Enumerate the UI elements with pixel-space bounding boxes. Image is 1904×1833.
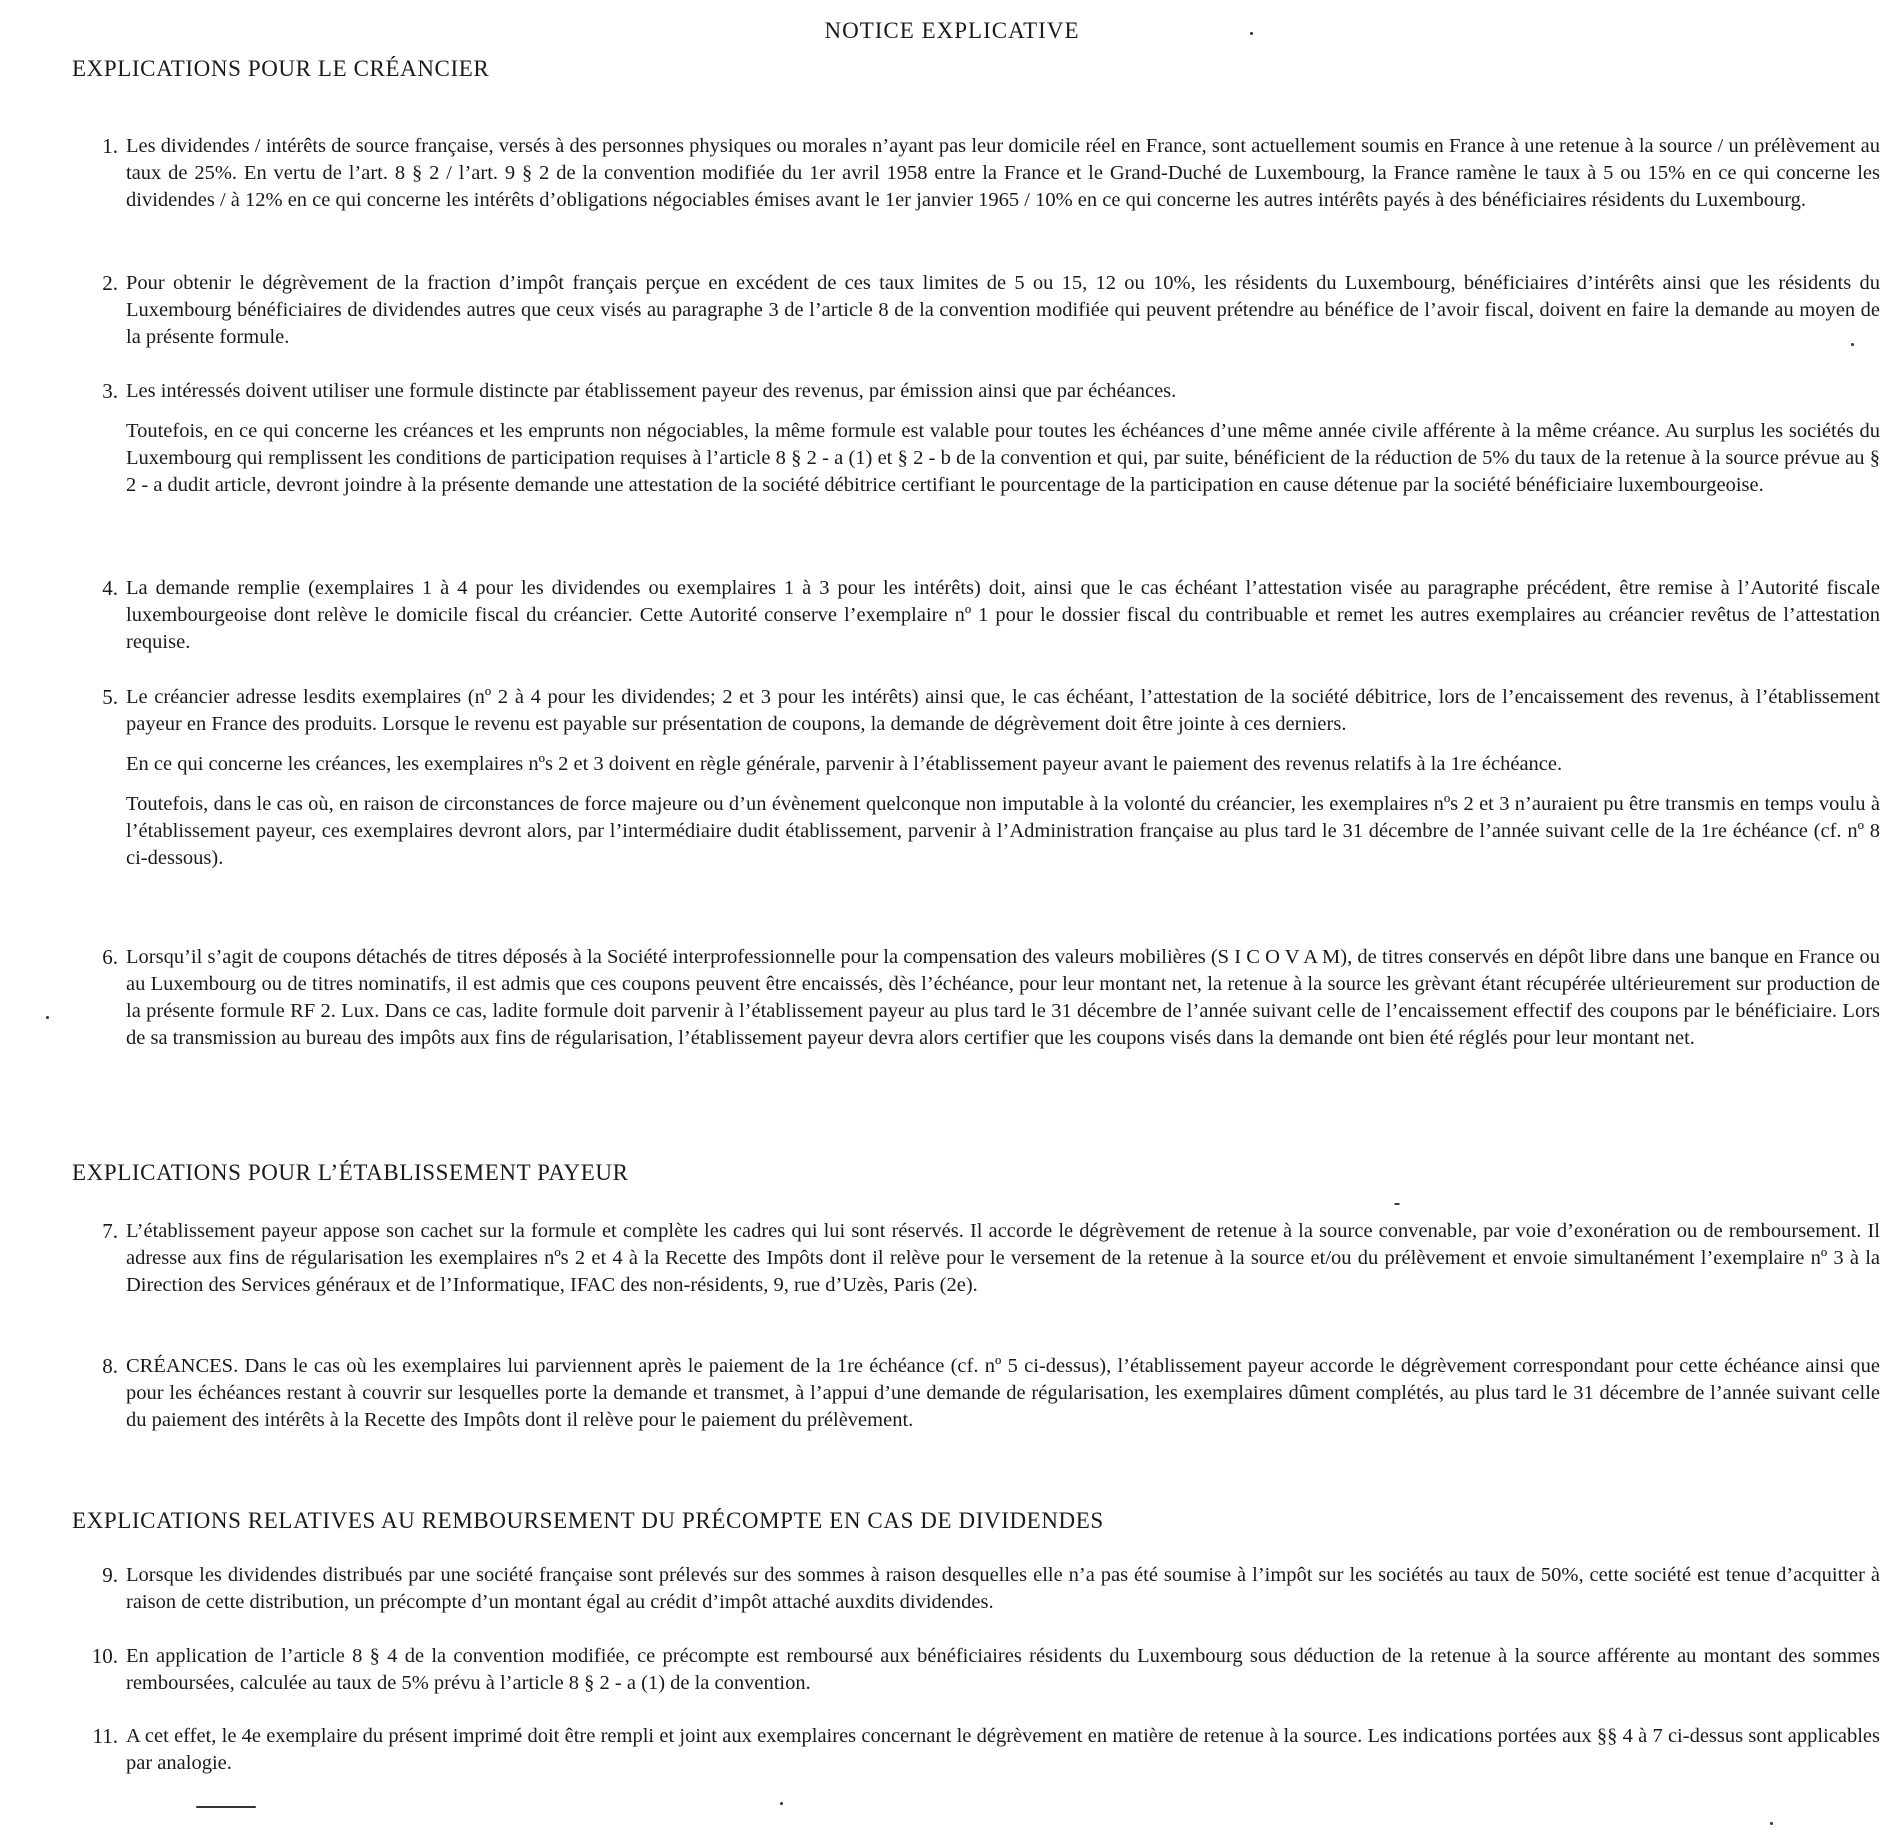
scan-speck bbox=[1851, 343, 1854, 346]
item-paragraph: L’établissement payeur appose son cachet sur la formule et complète les cadres qui lui sont réservés. Il accorde le dégrèvement de retenue à la source convenable, par voie d’exonération ou de remboursement. Il adresse aux fins de régularisation les exemplaires nºs 2 et 4 à la Recette des Impôts dont il relève pour le versement de la retenue à la source et/ou du prélèvement et envoie simultanément l’exemplaire nº 3 à la Direction des Services généraux et de l’Informatique, IFAC des non-résidents, 9, rue d’Uzès, Paris (2e). bbox=[126, 1220, 1880, 1296]
scan-speck bbox=[196, 1806, 256, 1808]
scan-speck bbox=[780, 1802, 783, 1805]
section-heading-etablissement-payeur: EXPLICATIONS POUR L’ÉTABLISSEMENT PAYEUR bbox=[72, 1160, 629, 1185]
item-number: 10. bbox=[91, 1644, 118, 1668]
item-number: 7. bbox=[102, 1219, 118, 1243]
section-heading-precompte: EXPLICATIONS RELATIVES AU REMBOURSEMENT DU PRÉCOMPTE EN CAS DE DIVIDENDES bbox=[72, 1508, 1104, 1533]
item-paragraph: La demande remplie (exemplaires 1 à 4 pour les dividendes ou exemplaires 1 à 3 pour les intérêts) doit, ainsi que le cas échéant l’attestation visée au paragraphe précédent, être remise à l’Autorité fiscale luxembourgeoise dont relève le domicile fiscal du créancier. Cette Autorité conserve l’exemplaire nº 1 pour le dossier fiscal du contribuable et remet les autres exemplaires au créancier revêtus de l’attestation requise. bbox=[126, 577, 1880, 653]
item-paragraph: Les intéressés doivent utiliser une formule distincte par établissement payeur des revenus, par émission ainsi que par échéances. bbox=[126, 380, 1177, 402]
item-number: 8. bbox=[102, 1354, 118, 1378]
scan-speck bbox=[1394, 1203, 1400, 1205]
scan-speck bbox=[46, 1016, 49, 1019]
item-paragraph: Le créancier adresse lesdits exemplaires (nº 2 à 4 pour les dividendes; 2 et 3 pour les intérêts) ainsi que, le cas échéant, l’attestation de la société débitrice, lors de l’encaissement des revenus, à l’établissement payeur en France des produits. Lorsque le revenu est payable sur présentation de coupons, la demande de dégrèvement doit être jointe à ces derniers. bbox=[126, 686, 1880, 735]
item-paragraph: Pour obtenir le dégrèvement de la fraction d’impôt français perçue en excédent de ces taux limites de 5 ou 15, 12 ou 10%, les résidents du Luxembourg, bénéficiaires d’intérêts ainsi que les résidents du Luxembourg bénéficiaires de dividendes autres que ceux visés au paragraphe 3 de l’article 8 de la convention modifiée qui peuvent prétendre au bénéfice de l’avoir fiscal, doivent en faire la demande au moyen de la présente formule. bbox=[126, 272, 1880, 348]
item-paragraph: A cet effet, le 4e exemplaire du présent imprimé doit être rempli et joint aux exemplaires concernant le dégrèvement en matière de retenue à la source. Les indications portées aux §§ 4 à 7 ci-dessus sont applicables par analogie. bbox=[126, 1725, 1880, 1774]
item-number: 11. bbox=[92, 1724, 118, 1748]
item-paragraph: Toutefois, dans le cas où, en raison de circonstances de force majeure ou d’un évènement quelconque non imputable à la volonté du créancier, les exemplaires nºs 2 et 3 n’auraient pu être transmis en temps voulu à l’établissement payeur, ces exemplaires devront alors, par l’intermédiaire dudit établissement, parvenir à l’Administration française au plus tard le 31 décembre de l’année suivant celle de la 1re échéance (cf. nº 8 ci-dessous). bbox=[126, 793, 1880, 869]
section-heading-creancier: EXPLICATIONS POUR LE CRÉANCIER bbox=[72, 56, 490, 81]
item-number: 5. bbox=[102, 685, 118, 709]
item-number: 9. bbox=[102, 1563, 118, 1587]
scan-speck bbox=[1770, 1822, 1773, 1825]
item-paragraph: Toutefois, en ce qui concerne les créances et les emprunts non négociables, la même formule est valable pour toutes les échéances d’une même année civile afférente à la même créance. Au surplus les sociétés du Luxembourg qui remplissent les conditions de participation requises à l’article 8 § 2 - a (1) et § 2 - b de la convention et qui, par suite, bénéficient de la réduction de 5% du taux de la retenue à la source prévue au § 2 - a dudit article, devront joindre à la présente demande une attestation de la société débitrice certifiant le pourcentage de la participation en cause détenue par la société bénéficiaire luxembourgeoise. bbox=[126, 420, 1880, 496]
item-number: 6. bbox=[102, 945, 118, 969]
item-number: 2. bbox=[102, 271, 118, 295]
item-paragraph: En ce qui concerne les créances, les exemplaires nºs 2 et 3 doivent en règle générale, parvenir à l’établissement payeur avant le paiement des revenus relatifs à la 1re échéance. bbox=[126, 753, 1563, 775]
item-paragraph: Lorsque les dividendes distribués par une société française sont prélevés sur des sommes à raison desquelles elle n’a pas été soumise à l’impôt sur les sociétés au taux de 50%, cette société est tenue d’acquitter à raison de cette distribution, un précompte d’un montant égal au crédit d’impôt attaché auxdits dividendes. bbox=[126, 1564, 1880, 1613]
item-paragraph: Les dividendes / intérêts de source française, versés à des personnes physiques ou morales n’ayant pas leur domicile réel en France, sont actuellement soumis en France à une retenue à la source / un prélèvement au taux de 25%. En vertu de l’art. 8 § 2 / l’art. 9 § 2 de la convention modifiée du 1er avril 1958 entre la France et le Grand-Duché de Luxembourg, la France ramène le taux à 5 ou 15% en ce qui concerne les dividendes / à 12% en ce qui concerne les intérêts d’obligations négociables émises avant le 1er janvier 1965 / 10% en ce qui concerne les autres intérêts payés à des bénéficiaires résidents du Luxembourg. bbox=[126, 135, 1880, 211]
item-paragraph: En application de l’article 8 § 4 de la convention modifiée, ce précompte est remboursé aux bénéficiaires résidents du Luxembourg sous déduction de la retenue à la source afférente au montant des sommes remboursées, calculée au taux de 5% prévu à l’article 8 § 2 - a (1) de la convention. bbox=[126, 1645, 1880, 1694]
item-paragraph: CRÉANCES. Dans le cas où les exemplaires lui parviennent après le paiement de la 1re échéance (cf. nº 5 ci-dessus), l’établissement payeur accorde le dégrèvement correspondant pour cette échéance ainsi que pour les échéances restant à couvrir sur lesquelles porte la demande et transmet, à l’appui d’une demande de régularisation, les exemplaires dûment complétés, au plus tard le 31 décembre de l’année suivant celle du paiement des intérêts à la Recette des Impôts dont il relève pour le paiement du prélèvement. bbox=[126, 1355, 1880, 1431]
scan-speck bbox=[1250, 32, 1253, 35]
item-number: 3. bbox=[102, 379, 118, 403]
item-number: 4. bbox=[102, 576, 118, 600]
document-title: NOTICE EXPLICATIVE bbox=[824, 18, 1080, 43]
item-number: 1. bbox=[102, 134, 118, 158]
item-paragraph: Lorsqu’il s’agit de coupons détachés de titres déposés à la Société interprofessionnelle pour la compensation des valeurs mobilières (S I C O V A M), de titres conservés en dépôt libre dans une banque en France ou au Luxembourg ou de titres nominatifs, il est admis que ces coupons peuvent être encaissés, dès l’échéance, pour leur montant net, la retenue à la source les grèvant étant récupérée ultérieurement sur production de la présente formule RF 2. Lux. Dans ce cas, ladite formule doit parvenir à l’établissement payeur au plus tard le 31 décembre de l’année suivant celle de l’encaissement effectif des coupons par le bénéficiaire. Lors de sa transmission au bureau des impôts aux fins de régularisation, l’établissement payeur devra alors certifier que les coupons visés dans la demande ont bien été réglés pour leur montant net. bbox=[126, 946, 1880, 1049]
